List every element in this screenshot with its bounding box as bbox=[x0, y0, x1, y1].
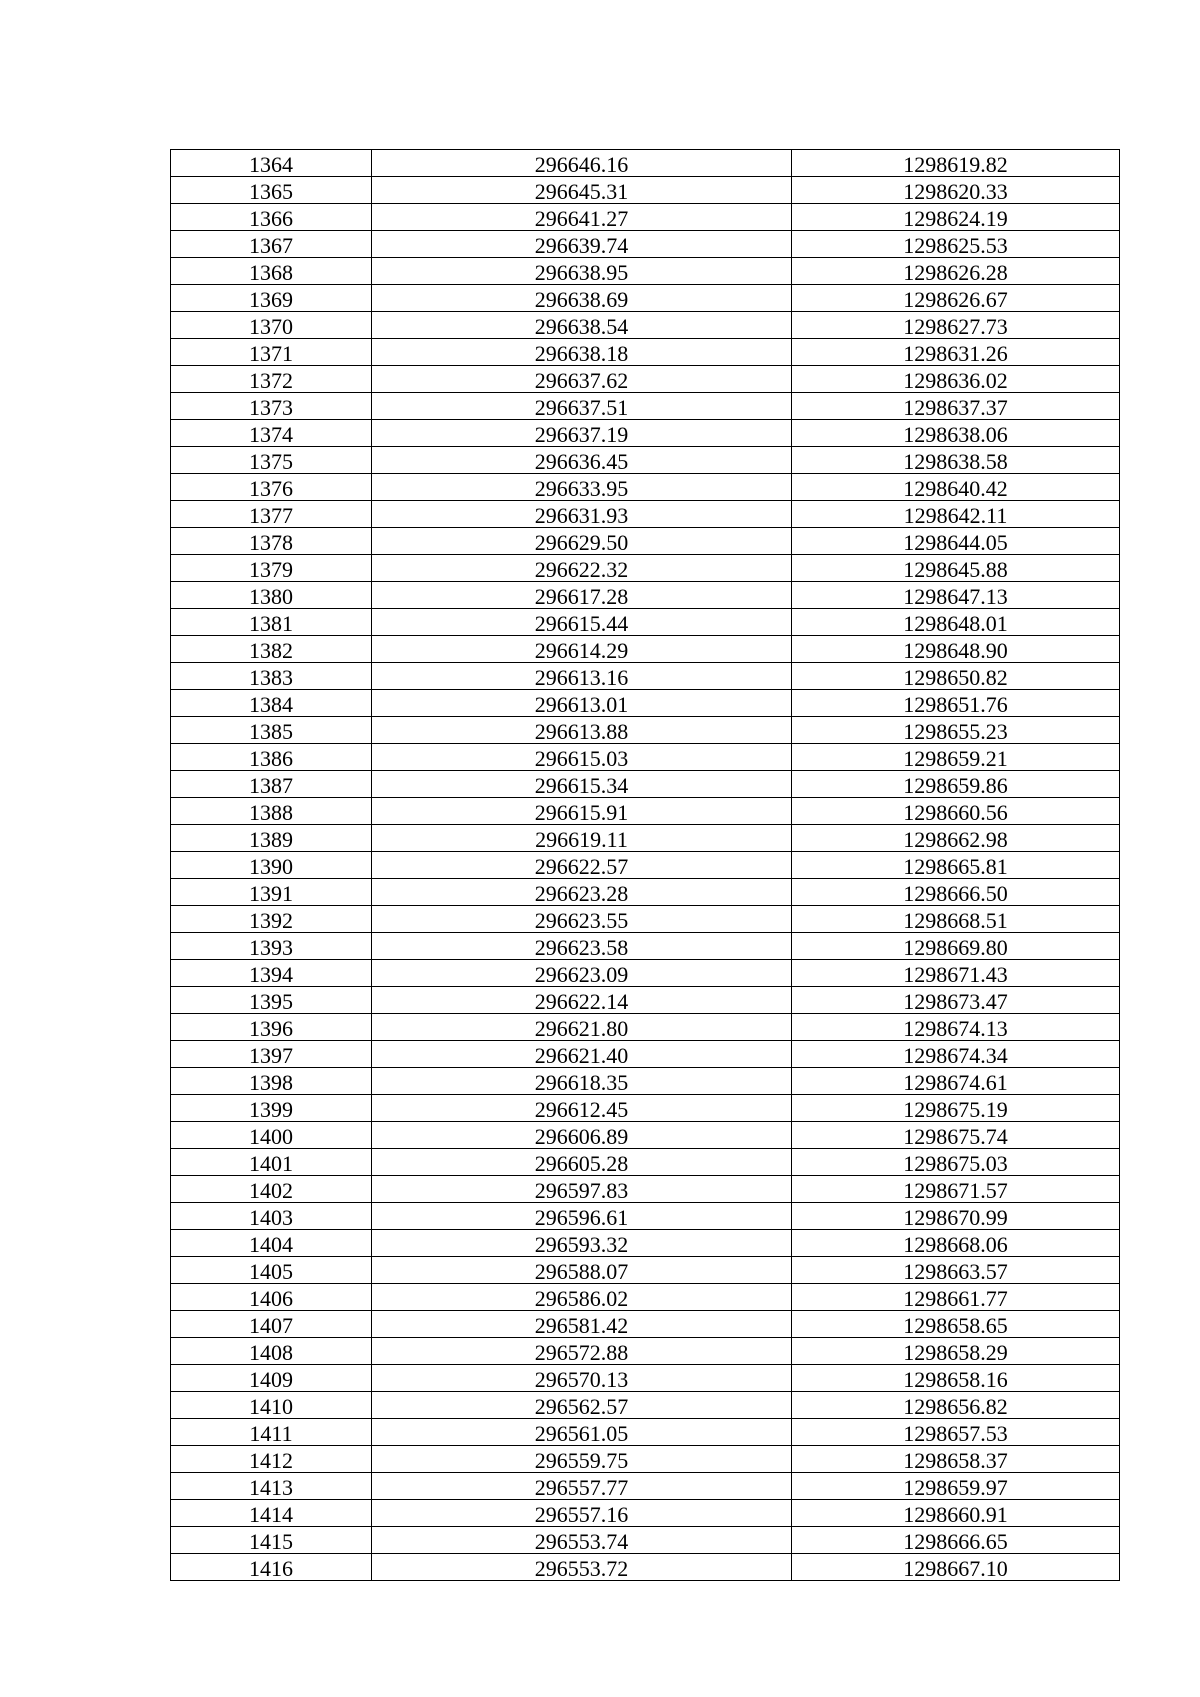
point-number-cell: 1399 bbox=[171, 1095, 372, 1122]
x-coordinate-cell: 296618.35 bbox=[372, 1068, 792, 1095]
y-coordinate-cell: 1298651.76 bbox=[792, 690, 1120, 717]
x-coordinate-cell: 296615.34 bbox=[372, 771, 792, 798]
y-coordinate-cell: 1298655.23 bbox=[792, 717, 1120, 744]
coordinate-table bbox=[170, 149, 1120, 1581]
y-coordinate-cell: 1298657.53 bbox=[792, 1419, 1120, 1446]
y-coordinate-cell: 1298673.47 bbox=[792, 987, 1120, 1014]
x-coordinate-cell: 296629.50 bbox=[372, 528, 792, 555]
y-coordinate-cell: 1298668.51 bbox=[792, 906, 1120, 933]
y-coordinate-cell: 1298675.19 bbox=[792, 1095, 1120, 1122]
y-coordinate-cell: 1298659.21 bbox=[792, 744, 1120, 771]
y-coordinate-cell: 1298636.02 bbox=[792, 366, 1120, 393]
point-number-cell: 1383 bbox=[171, 663, 372, 690]
point-number-cell: 1414 bbox=[171, 1500, 372, 1527]
y-coordinate-cell: 1298638.06 bbox=[792, 420, 1120, 447]
y-coordinate-cell: 1298658.29 bbox=[792, 1338, 1120, 1365]
point-number-cell: 1411 bbox=[171, 1419, 372, 1446]
point-number-cell: 1401 bbox=[171, 1149, 372, 1176]
point-number-cell: 1380 bbox=[171, 582, 372, 609]
table-row bbox=[171, 312, 1120, 339]
point-number-cell: 1415 bbox=[171, 1527, 372, 1554]
y-coordinate-cell: 1298658.37 bbox=[792, 1446, 1120, 1473]
point-number-cell: 1365 bbox=[171, 177, 372, 204]
point-number-cell: 1413 bbox=[171, 1473, 372, 1500]
y-coordinate-cell: 1298637.37 bbox=[792, 393, 1120, 420]
table-row bbox=[171, 1041, 1120, 1068]
y-coordinate-cell: 1298670.99 bbox=[792, 1203, 1120, 1230]
point-number-cell: 1385 bbox=[171, 717, 372, 744]
y-coordinate-cell: 1298625.53 bbox=[792, 231, 1120, 258]
x-coordinate-cell: 296638.54 bbox=[372, 312, 792, 339]
point-number-cell: 1412 bbox=[171, 1446, 372, 1473]
x-coordinate-cell: 296613.01 bbox=[372, 690, 792, 717]
y-coordinate-cell: 1298631.26 bbox=[792, 339, 1120, 366]
point-number-cell: 1400 bbox=[171, 1122, 372, 1149]
y-coordinate-cell: 1298650.82 bbox=[792, 663, 1120, 690]
table-row bbox=[171, 474, 1120, 501]
table-row bbox=[171, 177, 1120, 204]
y-coordinate-cell: 1298674.13 bbox=[792, 1014, 1120, 1041]
x-coordinate-cell: 296631.93 bbox=[372, 501, 792, 528]
x-coordinate-cell: 296613.16 bbox=[372, 663, 792, 690]
y-coordinate-cell: 1298666.65 bbox=[792, 1527, 1120, 1554]
x-coordinate-cell: 296562.57 bbox=[372, 1392, 792, 1419]
x-coordinate-cell: 296559.75 bbox=[372, 1446, 792, 1473]
x-coordinate-cell: 296645.31 bbox=[372, 177, 792, 204]
table-row bbox=[171, 1122, 1120, 1149]
point-number-cell: 1386 bbox=[171, 744, 372, 771]
table-row bbox=[171, 987, 1120, 1014]
x-coordinate-cell: 296623.28 bbox=[372, 879, 792, 906]
y-coordinate-cell: 1298675.03 bbox=[792, 1149, 1120, 1176]
point-number-cell: 1395 bbox=[171, 987, 372, 1014]
table-row bbox=[171, 636, 1120, 663]
point-number-cell: 1387 bbox=[171, 771, 372, 798]
y-coordinate-cell: 1298668.06 bbox=[792, 1230, 1120, 1257]
point-number-cell: 1372 bbox=[171, 366, 372, 393]
x-coordinate-cell: 296612.45 bbox=[372, 1095, 792, 1122]
x-coordinate-cell: 296615.44 bbox=[372, 609, 792, 636]
y-coordinate-cell: 1298675.74 bbox=[792, 1122, 1120, 1149]
point-number-cell: 1396 bbox=[171, 1014, 372, 1041]
point-number-cell: 1404 bbox=[171, 1230, 372, 1257]
y-coordinate-cell: 1298644.05 bbox=[792, 528, 1120, 555]
table-row bbox=[171, 582, 1120, 609]
point-number-cell: 1394 bbox=[171, 960, 372, 987]
x-coordinate-cell: 296638.18 bbox=[372, 339, 792, 366]
y-coordinate-cell: 1298658.65 bbox=[792, 1311, 1120, 1338]
table-row bbox=[171, 717, 1120, 744]
table-row bbox=[171, 1473, 1120, 1500]
point-number-cell: 1367 bbox=[171, 231, 372, 258]
x-coordinate-cell: 296623.09 bbox=[372, 960, 792, 987]
x-coordinate-cell: 296588.07 bbox=[372, 1257, 792, 1284]
table-row bbox=[171, 906, 1120, 933]
y-coordinate-cell: 1298662.98 bbox=[792, 825, 1120, 852]
table-row bbox=[171, 798, 1120, 825]
table-row bbox=[171, 204, 1120, 231]
x-coordinate-cell: 296622.57 bbox=[372, 852, 792, 879]
table-row bbox=[171, 1392, 1120, 1419]
x-coordinate-cell: 296622.14 bbox=[372, 987, 792, 1014]
table-row bbox=[171, 1527, 1120, 1554]
y-coordinate-cell: 1298671.57 bbox=[792, 1176, 1120, 1203]
x-coordinate-cell: 296639.74 bbox=[372, 231, 792, 258]
table-row bbox=[171, 744, 1120, 771]
y-coordinate-cell: 1298666.50 bbox=[792, 879, 1120, 906]
x-coordinate-cell: 296581.42 bbox=[372, 1311, 792, 1338]
point-number-cell: 1378 bbox=[171, 528, 372, 555]
point-number-cell: 1406 bbox=[171, 1284, 372, 1311]
y-coordinate-cell: 1298669.80 bbox=[792, 933, 1120, 960]
point-number-cell: 1408 bbox=[171, 1338, 372, 1365]
x-coordinate-cell: 296637.19 bbox=[372, 420, 792, 447]
table-row bbox=[171, 1338, 1120, 1365]
y-coordinate-cell: 1298642.11 bbox=[792, 501, 1120, 528]
y-coordinate-cell: 1298645.88 bbox=[792, 555, 1120, 582]
point-number-cell: 1368 bbox=[171, 258, 372, 285]
x-coordinate-cell: 296623.58 bbox=[372, 933, 792, 960]
table-row bbox=[171, 825, 1120, 852]
table-row bbox=[171, 609, 1120, 636]
y-coordinate-cell: 1298640.42 bbox=[792, 474, 1120, 501]
x-coordinate-cell: 296638.69 bbox=[372, 285, 792, 312]
table-row bbox=[171, 1446, 1120, 1473]
y-coordinate-cell: 1298665.81 bbox=[792, 852, 1120, 879]
x-coordinate-cell: 296561.05 bbox=[372, 1419, 792, 1446]
y-coordinate-cell: 1298658.16 bbox=[792, 1365, 1120, 1392]
x-coordinate-cell: 296553.72 bbox=[372, 1554, 792, 1581]
x-coordinate-cell: 296615.03 bbox=[372, 744, 792, 771]
point-number-cell: 1389 bbox=[171, 825, 372, 852]
table-row bbox=[171, 1500, 1120, 1527]
x-coordinate-cell: 296606.89 bbox=[372, 1122, 792, 1149]
table-row bbox=[171, 366, 1120, 393]
y-coordinate-cell: 1298626.28 bbox=[792, 258, 1120, 285]
point-number-cell: 1388 bbox=[171, 798, 372, 825]
point-number-cell: 1407 bbox=[171, 1311, 372, 1338]
point-number-cell: 1393 bbox=[171, 933, 372, 960]
table-row bbox=[171, 1095, 1120, 1122]
x-coordinate-cell: 296638.95 bbox=[372, 258, 792, 285]
x-coordinate-cell: 296623.55 bbox=[372, 906, 792, 933]
x-coordinate-cell: 296557.77 bbox=[372, 1473, 792, 1500]
x-coordinate-cell: 296619.11 bbox=[372, 825, 792, 852]
y-coordinate-cell: 1298648.90 bbox=[792, 636, 1120, 663]
point-number-cell: 1409 bbox=[171, 1365, 372, 1392]
x-coordinate-cell: 296586.02 bbox=[372, 1284, 792, 1311]
y-coordinate-cell: 1298674.34 bbox=[792, 1041, 1120, 1068]
point-number-cell: 1416 bbox=[171, 1554, 372, 1581]
x-coordinate-cell: 296613.88 bbox=[372, 717, 792, 744]
point-number-cell: 1398 bbox=[171, 1068, 372, 1095]
point-number-cell: 1364 bbox=[171, 150, 372, 177]
table-row bbox=[171, 1149, 1120, 1176]
table-row bbox=[171, 501, 1120, 528]
table-row bbox=[171, 1014, 1120, 1041]
table-row bbox=[171, 879, 1120, 906]
y-coordinate-cell: 1298627.73 bbox=[792, 312, 1120, 339]
table-row bbox=[171, 150, 1120, 177]
x-coordinate-cell: 296637.62 bbox=[372, 366, 792, 393]
point-number-cell: 1391 bbox=[171, 879, 372, 906]
x-coordinate-cell: 296622.32 bbox=[372, 555, 792, 582]
table-row bbox=[171, 1176, 1120, 1203]
point-number-cell: 1392 bbox=[171, 906, 372, 933]
table-row bbox=[171, 1311, 1120, 1338]
table-row bbox=[171, 1203, 1120, 1230]
x-coordinate-cell: 296641.27 bbox=[372, 204, 792, 231]
point-number-cell: 1375 bbox=[171, 447, 372, 474]
table-row bbox=[171, 960, 1120, 987]
y-coordinate-cell: 1298667.10 bbox=[792, 1554, 1120, 1581]
point-number-cell: 1369 bbox=[171, 285, 372, 312]
table-row bbox=[171, 1230, 1120, 1257]
table-row bbox=[171, 852, 1120, 879]
table-row bbox=[171, 420, 1120, 447]
x-coordinate-cell: 296572.88 bbox=[372, 1338, 792, 1365]
x-coordinate-cell: 296646.16 bbox=[372, 150, 792, 177]
y-coordinate-cell: 1298671.43 bbox=[792, 960, 1120, 987]
table-row bbox=[171, 1284, 1120, 1311]
table-row bbox=[171, 555, 1120, 582]
x-coordinate-cell: 296615.91 bbox=[372, 798, 792, 825]
table-row bbox=[171, 1257, 1120, 1284]
x-coordinate-cell: 296621.40 bbox=[372, 1041, 792, 1068]
point-number-cell: 1370 bbox=[171, 312, 372, 339]
point-number-cell: 1405 bbox=[171, 1257, 372, 1284]
point-number-cell: 1403 bbox=[171, 1203, 372, 1230]
y-coordinate-cell: 1298663.57 bbox=[792, 1257, 1120, 1284]
table-row bbox=[171, 258, 1120, 285]
y-coordinate-cell: 1298659.97 bbox=[792, 1473, 1120, 1500]
y-coordinate-cell: 1298647.13 bbox=[792, 582, 1120, 609]
y-coordinate-cell: 1298638.58 bbox=[792, 447, 1120, 474]
coordinate-table-body bbox=[171, 150, 1120, 1581]
y-coordinate-cell: 1298619.82 bbox=[792, 150, 1120, 177]
table-row bbox=[171, 231, 1120, 258]
x-coordinate-cell: 296557.16 bbox=[372, 1500, 792, 1527]
x-coordinate-cell: 296605.28 bbox=[372, 1149, 792, 1176]
x-coordinate-cell: 296617.28 bbox=[372, 582, 792, 609]
table-row bbox=[171, 771, 1120, 798]
x-coordinate-cell: 296637.51 bbox=[372, 393, 792, 420]
table-row bbox=[171, 1068, 1120, 1095]
x-coordinate-cell: 296596.61 bbox=[372, 1203, 792, 1230]
table-row bbox=[171, 393, 1120, 420]
point-number-cell: 1376 bbox=[171, 474, 372, 501]
y-coordinate-cell: 1298661.77 bbox=[792, 1284, 1120, 1311]
table-row bbox=[171, 1554, 1120, 1581]
point-number-cell: 1410 bbox=[171, 1392, 372, 1419]
table-row bbox=[171, 933, 1120, 960]
table-row bbox=[171, 663, 1120, 690]
table-row bbox=[171, 1365, 1120, 1392]
point-number-cell: 1379 bbox=[171, 555, 372, 582]
y-coordinate-cell: 1298660.56 bbox=[792, 798, 1120, 825]
y-coordinate-cell: 1298656.82 bbox=[792, 1392, 1120, 1419]
x-coordinate-cell: 296614.29 bbox=[372, 636, 792, 663]
point-number-cell: 1371 bbox=[171, 339, 372, 366]
x-coordinate-cell: 296636.45 bbox=[372, 447, 792, 474]
y-coordinate-cell: 1298620.33 bbox=[792, 177, 1120, 204]
x-coordinate-cell: 296633.95 bbox=[372, 474, 792, 501]
y-coordinate-cell: 1298626.67 bbox=[792, 285, 1120, 312]
table-row bbox=[171, 339, 1120, 366]
table-row bbox=[171, 528, 1120, 555]
y-coordinate-cell: 1298624.19 bbox=[792, 204, 1120, 231]
x-coordinate-cell: 296593.32 bbox=[372, 1230, 792, 1257]
x-coordinate-cell: 296553.74 bbox=[372, 1527, 792, 1554]
x-coordinate-cell: 296621.80 bbox=[372, 1014, 792, 1041]
point-number-cell: 1384 bbox=[171, 690, 372, 717]
point-number-cell: 1374 bbox=[171, 420, 372, 447]
table-row bbox=[171, 285, 1120, 312]
table-row bbox=[171, 690, 1120, 717]
y-coordinate-cell: 1298674.61 bbox=[792, 1068, 1120, 1095]
x-coordinate-cell: 296570.13 bbox=[372, 1365, 792, 1392]
point-number-cell: 1381 bbox=[171, 609, 372, 636]
point-number-cell: 1377 bbox=[171, 501, 372, 528]
y-coordinate-cell: 1298648.01 bbox=[792, 609, 1120, 636]
point-number-cell: 1390 bbox=[171, 852, 372, 879]
y-coordinate-cell: 1298660.91 bbox=[792, 1500, 1120, 1527]
x-coordinate-cell: 296597.83 bbox=[372, 1176, 792, 1203]
point-number-cell: 1366 bbox=[171, 204, 372, 231]
point-number-cell: 1397 bbox=[171, 1041, 372, 1068]
point-number-cell: 1373 bbox=[171, 393, 372, 420]
point-number-cell: 1402 bbox=[171, 1176, 372, 1203]
table-row bbox=[171, 447, 1120, 474]
point-number-cell: 1382 bbox=[171, 636, 372, 663]
table-row bbox=[171, 1419, 1120, 1446]
y-coordinate-cell: 1298659.86 bbox=[792, 771, 1120, 798]
